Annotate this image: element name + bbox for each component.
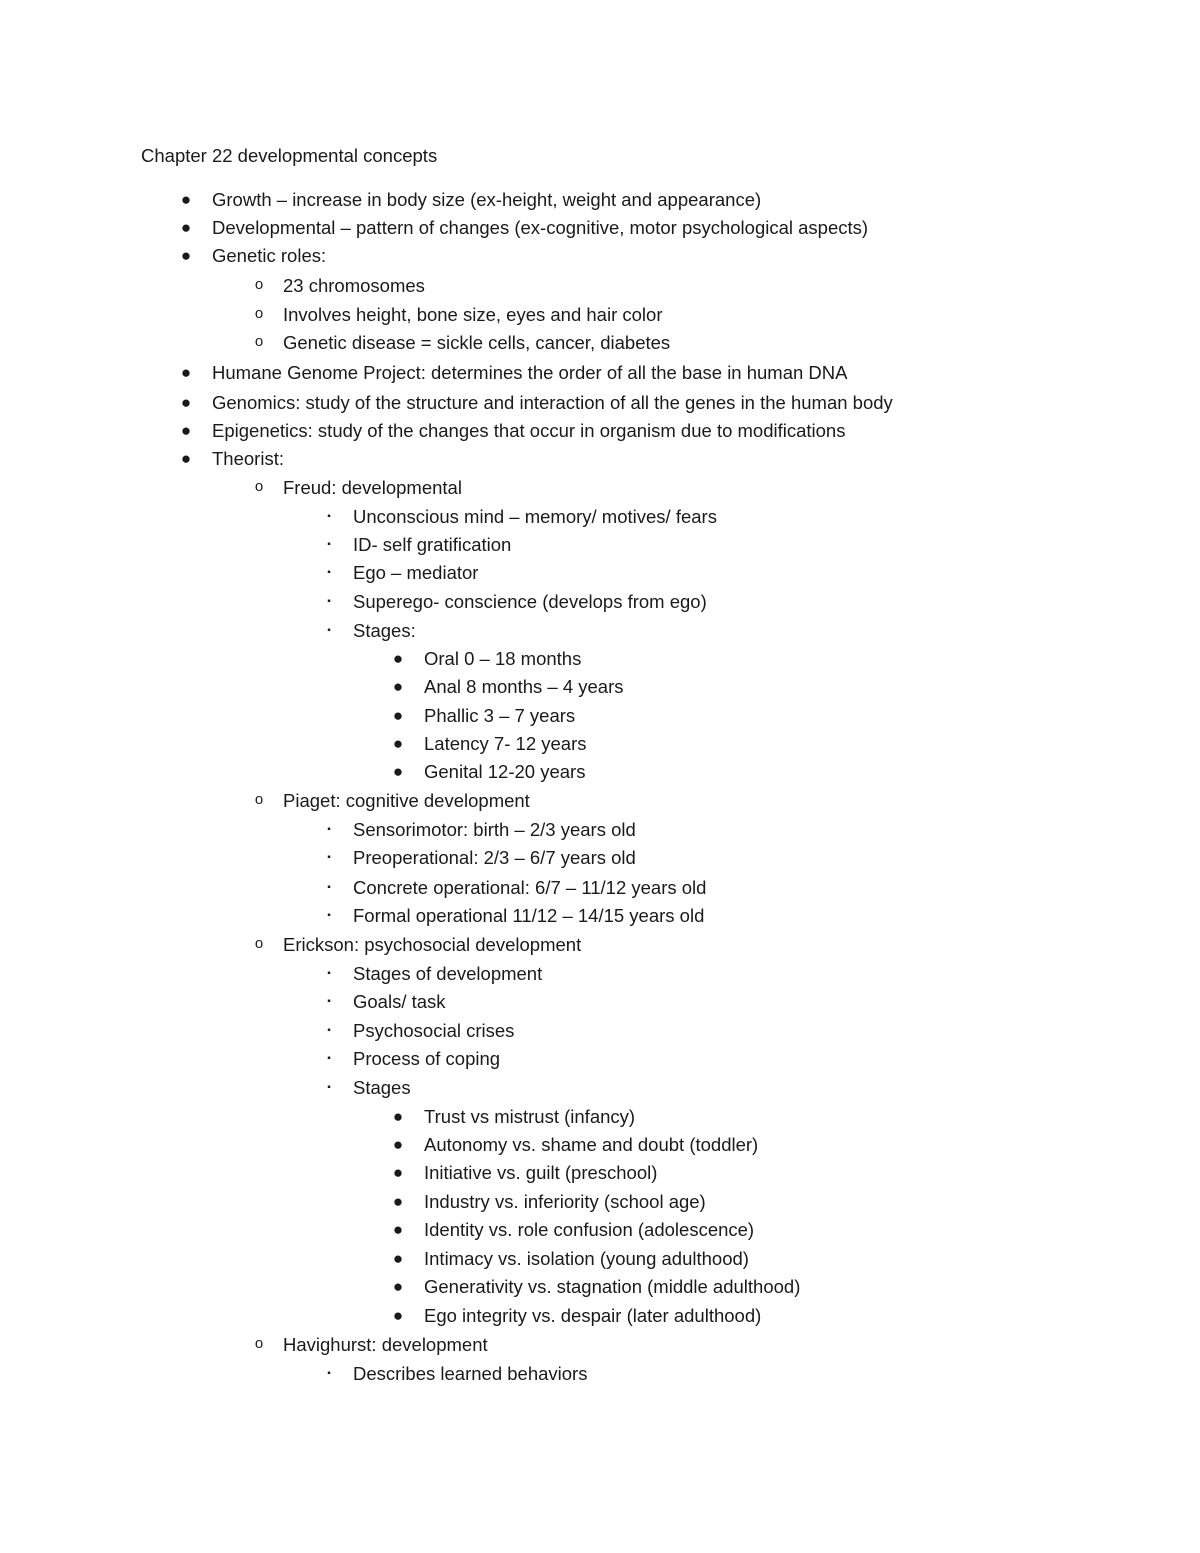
bullet-dot-icon: ● xyxy=(180,246,192,265)
bullet-square-icon: ▪ xyxy=(327,1053,331,1064)
list-item xyxy=(392,1273,801,1301)
list-item xyxy=(180,389,893,417)
list-item-text: Latency 7- 12 years xyxy=(424,733,587,754)
bullet-square-icon: ▪ xyxy=(327,511,331,522)
bullet-circle-icon: o xyxy=(254,935,264,952)
bullet-dot-icon: ● xyxy=(392,706,404,725)
list-item xyxy=(392,702,576,730)
bullet-dot-icon: ● xyxy=(392,1135,404,1154)
list-item-text: Ego – mediator xyxy=(353,562,479,583)
list-item xyxy=(327,1017,515,1045)
list-item-text: Psychosocial crises xyxy=(353,1020,515,1041)
bullet-square-icon: ▪ xyxy=(327,824,331,835)
bullet-circle-icon: o xyxy=(254,478,264,495)
list-item xyxy=(180,186,762,214)
bullet-square-icon: ▪ xyxy=(327,567,331,578)
list-item-text: Describes learned behaviors xyxy=(353,1363,588,1384)
list-item-text: Stages of development xyxy=(353,963,543,984)
bullet-square-icon: ▪ xyxy=(327,996,331,1007)
list-item xyxy=(392,1216,755,1244)
bullet-dot-icon: ● xyxy=(392,762,404,781)
list-item-text: Formal operational 11/12 – 14/15 years old xyxy=(353,905,705,926)
list-item xyxy=(180,242,327,270)
list-item-text: Stages: xyxy=(353,620,416,641)
bullet-dot-icon: ● xyxy=(180,393,192,412)
list-item-text: Intimacy vs. isolation (young adulthood) xyxy=(424,1248,749,1269)
list-item xyxy=(392,1131,759,1159)
list-item xyxy=(392,1245,749,1273)
list-item xyxy=(254,931,582,959)
list-item-text: Unconscious mind – memory/ motives/ fears xyxy=(353,506,717,527)
list-item xyxy=(392,1159,658,1187)
bullet-circle-icon: o xyxy=(254,1335,264,1352)
bullet-dot-icon: ● xyxy=(180,449,192,468)
bullet-square-icon: ▪ xyxy=(327,910,331,921)
list-item-text: Genomics: study of the structure and interaction of all the genes in the human body xyxy=(212,392,893,413)
bullet-dot-icon: ● xyxy=(392,734,404,753)
list-item xyxy=(254,329,671,357)
bullet-dot-icon: ● xyxy=(180,218,192,237)
list-item-text: Initiative vs. guilt (preschool) xyxy=(424,1162,658,1183)
bullet-circle-icon: o xyxy=(254,791,264,808)
list-item xyxy=(327,531,512,559)
list-item xyxy=(254,474,462,502)
bullet-dot-icon: ● xyxy=(392,1277,404,1296)
list-item-text: Ego integrity vs. despair (later adulthood) xyxy=(424,1305,762,1326)
list-item xyxy=(180,417,846,445)
list-item xyxy=(327,844,636,872)
list-item-text: Phallic 3 – 7 years xyxy=(424,705,576,726)
bullet-dot-icon: ● xyxy=(392,1163,404,1182)
list-item-text: Epigenetics: study of the changes that occur in organism due to modifications xyxy=(212,420,846,441)
list-item-text: ID- self gratification xyxy=(353,534,512,555)
list-item xyxy=(327,902,705,930)
bullet-square-icon: ▪ xyxy=(327,852,331,863)
list-item-text: Genetic roles: xyxy=(212,245,327,266)
list-item-text: Erickson: psychosocial development xyxy=(283,934,582,955)
document-title: Chapter 22 developmental concepts xyxy=(141,145,438,166)
list-item-text: Growth – increase in body size (ex-height, weight and appearance) xyxy=(212,189,762,210)
list-item-text: Developmental – pattern of changes (ex-cognitive, motor psychological aspects) xyxy=(212,217,869,238)
list-item-text: Generativity vs. stagnation (middle adulthood) xyxy=(424,1276,801,1297)
list-item-text: Havighurst: development xyxy=(283,1334,488,1355)
list-item-text: Freud: developmental xyxy=(283,477,462,498)
bullet-square-icon: ▪ xyxy=(327,968,331,979)
bullet-dot-icon: ● xyxy=(392,1107,404,1126)
list-item-text: Trust vs mistrust (infancy) xyxy=(424,1106,636,1127)
list-item xyxy=(254,1331,488,1359)
bullet-square-icon: ▪ xyxy=(327,539,331,550)
list-item xyxy=(392,758,586,786)
list-item xyxy=(327,1074,411,1102)
bullet-square-icon: ▪ xyxy=(327,882,331,893)
list-item-text: Oral 0 – 18 months xyxy=(424,648,582,669)
list-item-text: Anal 8 months – 4 years xyxy=(424,676,624,697)
list-item-text: Autonomy vs. shame and doubt (toddler) xyxy=(424,1134,759,1155)
bullet-dot-icon: ● xyxy=(180,363,192,382)
list-item-text: Stages xyxy=(353,1077,411,1098)
list-item xyxy=(392,730,587,758)
list-item xyxy=(327,1045,501,1073)
list-item xyxy=(327,617,416,645)
list-item xyxy=(254,787,530,815)
list-item-text: Genetic disease = sickle cells, cancer, diabetes xyxy=(283,332,671,353)
bullet-square-icon: ▪ xyxy=(327,1025,331,1036)
list-item xyxy=(327,874,707,902)
list-item xyxy=(392,1188,706,1216)
bullet-square-icon: ▪ xyxy=(327,1082,331,1093)
list-item xyxy=(327,816,636,844)
bullet-circle-icon: o xyxy=(254,276,264,293)
list-item-text: Genital 12-20 years xyxy=(424,761,586,782)
list-item-text: Humane Genome Project: determines the order of all the base in human DNA xyxy=(212,362,848,383)
list-item xyxy=(327,503,717,531)
list-item-text: Theorist: xyxy=(212,448,284,469)
bullet-dot-icon: ● xyxy=(392,1306,404,1325)
list-item-text: Piaget: cognitive development xyxy=(283,790,530,811)
list-item-text: Identity vs. role confusion (adolescence) xyxy=(424,1219,755,1240)
list-item-text: Sensorimotor: birth – 2/3 years old xyxy=(353,819,636,840)
bullet-square-icon: ▪ xyxy=(327,625,331,636)
list-item xyxy=(180,445,284,473)
list-item xyxy=(180,214,869,242)
list-item xyxy=(254,301,663,329)
list-item xyxy=(327,588,707,616)
list-item xyxy=(392,673,624,701)
bullet-dot-icon: ● xyxy=(180,190,192,209)
bullet-dot-icon: ● xyxy=(180,421,192,440)
bullet-dot-icon: ● xyxy=(392,1249,404,1268)
list-item-text: Superego- conscience (develops from ego) xyxy=(353,591,707,612)
list-item xyxy=(392,645,582,673)
list-item-text: Process of coping xyxy=(353,1048,501,1069)
bullet-dot-icon: ● xyxy=(392,649,404,668)
list-item xyxy=(392,1103,636,1131)
bullet-square-icon: ▪ xyxy=(327,1368,331,1379)
list-item xyxy=(392,1302,762,1330)
list-item-text: Concrete operational: 6/7 – 11/12 years old xyxy=(353,877,707,898)
list-item-text: Involves height, bone size, eyes and hair color xyxy=(283,304,663,325)
list-item-text: Goals/ task xyxy=(353,991,446,1012)
bullet-dot-icon: ● xyxy=(392,1220,404,1239)
bullet-dot-icon: ● xyxy=(392,677,404,696)
list-item-text: Preoperational: 2/3 – 6/7 years old xyxy=(353,847,636,868)
list-item xyxy=(180,359,848,387)
list-item xyxy=(254,272,425,300)
list-item xyxy=(327,559,479,587)
bullet-square-icon: ▪ xyxy=(327,596,331,607)
list-item xyxy=(327,960,543,988)
bullet-circle-icon: o xyxy=(254,333,264,350)
list-item xyxy=(327,988,446,1016)
bullet-circle-icon: o xyxy=(254,305,264,322)
list-item xyxy=(327,1360,588,1388)
list-item-text: 23 chromosomes xyxy=(283,275,425,296)
list-item-text: Industry vs. inferiority (school age) xyxy=(424,1191,706,1212)
bullet-dot-icon: ● xyxy=(392,1192,404,1211)
